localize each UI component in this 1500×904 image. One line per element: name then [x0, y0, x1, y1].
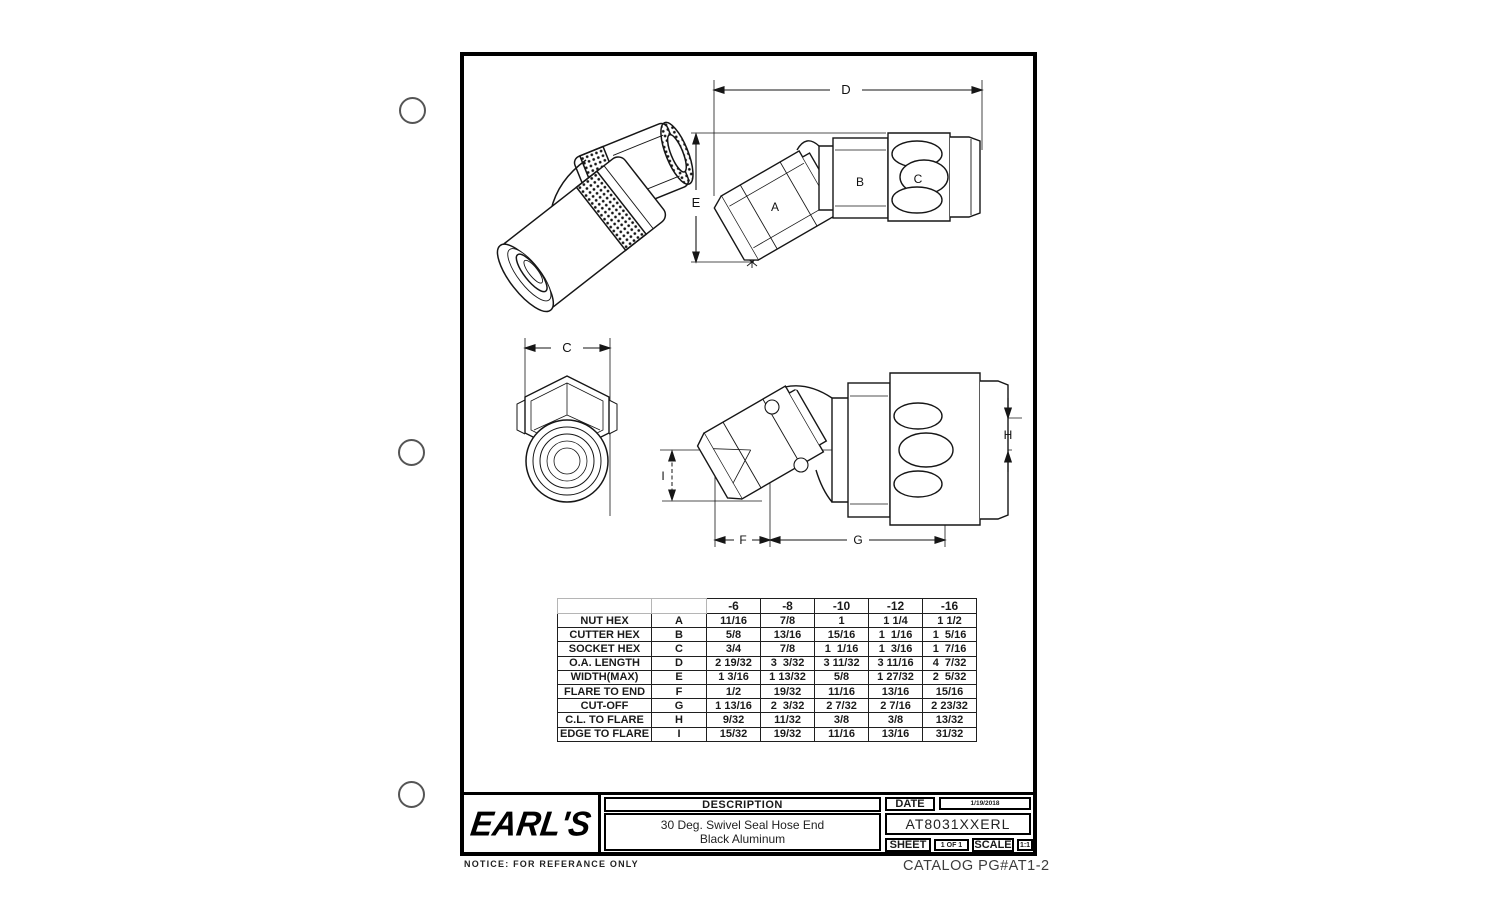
dim-value: 2 23/32	[923, 699, 977, 713]
part-number: AT8031XXERL	[885, 813, 1031, 835]
dim-value: 4 7/32	[923, 656, 977, 670]
dim-label-g: G	[853, 533, 863, 547]
dim-value: 1 13/16	[707, 699, 761, 713]
dim-value: 13/32	[923, 713, 977, 727]
dim-letter: E	[652, 670, 707, 684]
dim-letter: G	[652, 699, 707, 713]
isometric-view-drawing	[468, 78, 698, 326]
scale-value: 1:1	[1017, 839, 1033, 851]
table-row	[558, 713, 977, 727]
dim-value: 3 3/32	[761, 656, 815, 670]
dimension-table	[557, 598, 977, 742]
title-block	[464, 792, 1033, 852]
dim-value: 3/4	[707, 642, 761, 656]
end-view-drawing	[495, 330, 645, 520]
dim-value: 3/8	[815, 713, 869, 727]
dim-row-label: SOCKET HEX	[558, 642, 652, 656]
dim-value: 11/16	[815, 684, 869, 698]
dim-value: 1 27/32	[869, 670, 923, 684]
size-col-header: -16	[923, 599, 977, 614]
dim-label-c-end: C	[562, 340, 572, 355]
dim-value: 19/32	[761, 727, 815, 741]
dim-value: 13/16	[869, 727, 923, 741]
dim-value: 7/8	[761, 642, 815, 656]
dim-label-e: E	[691, 195, 701, 210]
date-label: DATE	[885, 797, 935, 811]
fitting-body	[711, 133, 980, 266]
description-body	[604, 813, 881, 851]
dim-value: 19/32	[761, 684, 815, 698]
dim-value: 13/16	[869, 684, 923, 698]
dim-label-d: D	[841, 82, 851, 97]
punch-hole-middle	[398, 439, 425, 466]
dim-value: 3 11/32	[815, 656, 869, 670]
dim-value: 5/8	[815, 670, 869, 684]
sheet-border-frame	[460, 52, 1037, 856]
dim-value: 1 1/4	[869, 614, 923, 628]
dim-row-label: FLARE TO END	[558, 684, 652, 698]
dim-row-label: EDGE TO FLARE	[558, 727, 652, 741]
company-logo-cell	[464, 795, 601, 852]
dim-value: 1	[815, 614, 869, 628]
socket-opening	[526, 420, 608, 502]
dim-value: 1 3/16	[707, 670, 761, 684]
punch-hole-bottom	[398, 781, 425, 808]
dim-value: 31/32	[923, 727, 977, 741]
dim-label-a: A	[770, 200, 780, 214]
dim-letter: C	[652, 642, 707, 656]
dim-value: 7/8	[761, 614, 815, 628]
dim-row-label: NUT HEX	[558, 614, 652, 628]
catalog-reference: CATALOG PG#AT1-2	[903, 858, 1050, 874]
dim-row-label: O.A. LENGTH	[558, 656, 652, 670]
punch-hole-top	[399, 97, 426, 124]
description-header: DESCRIPTION	[604, 797, 881, 812]
notice-text: NOTICE: FOR REFERANCE ONLY	[464, 859, 639, 869]
dim-letter: D	[652, 656, 707, 670]
dim-value: 13/16	[761, 628, 815, 642]
dim-value: 1 1/16	[815, 642, 869, 656]
dim-value: 1 1/2	[923, 614, 977, 628]
dim-label-c: C	[913, 172, 923, 186]
table-row	[558, 642, 977, 656]
table-row	[558, 727, 977, 741]
size-col-header: -6	[707, 599, 761, 614]
dim-row-label: WIDTH(MAX)	[558, 670, 652, 684]
dim-value: 1/2	[707, 684, 761, 698]
dim-value: 11/16	[815, 727, 869, 741]
dim-label-f: F	[739, 533, 747, 547]
table-corner-cell	[652, 599, 707, 614]
table-corner-cell	[558, 599, 652, 614]
dim-value: 15/16	[923, 684, 977, 698]
dim-letter: I	[652, 727, 707, 741]
dim-value: 2 7/16	[869, 699, 923, 713]
dim-label-i: I	[661, 469, 665, 483]
dim-value: 9/32	[707, 713, 761, 727]
table-row	[558, 684, 977, 698]
dim-value: 15/16	[815, 628, 869, 642]
dim-value: 2 7/32	[815, 699, 869, 713]
dim-value: 2 19/32	[707, 656, 761, 670]
dim-value: 1 3/16	[869, 642, 923, 656]
size-col-header: -12	[869, 599, 923, 614]
side-view-dimensioned-drawing	[688, 70, 998, 290]
dim-value: 11/16	[707, 614, 761, 628]
description-line-2: Black Aluminum	[699, 832, 786, 846]
dim-letter: A	[652, 614, 707, 628]
dim-value: 1 1/16	[869, 628, 923, 642]
dim-letter: B	[652, 628, 707, 642]
dim-letter: F	[652, 684, 707, 698]
dim-value: 1 5/16	[923, 628, 977, 642]
earls-logo: EARL'S	[468, 803, 594, 843]
dim-value: 1 13/32	[761, 670, 815, 684]
description-line-1: 30 Deg. Swivel Seal Hose End	[660, 818, 825, 832]
dim-row-label: C.L. TO FLARE	[558, 713, 652, 727]
size-col-header: -8	[761, 599, 815, 614]
scale-label: SCALE	[972, 838, 1014, 852]
dim-value: 1 7/16	[923, 642, 977, 656]
dim-value: 3 11/16	[869, 656, 923, 670]
dim-value: 2 5/32	[923, 670, 977, 684]
dim-value: 11/32	[761, 713, 815, 727]
dimension-i	[669, 451, 676, 500]
table-header-row	[558, 599, 977, 614]
dim-value: 5/8	[707, 628, 761, 642]
sheet-label: SHEET	[885, 838, 931, 852]
nut-cutaway-outline	[694, 382, 831, 505]
table-row	[558, 656, 977, 670]
table-row	[558, 614, 977, 628]
dim-value: 15/32	[707, 727, 761, 741]
fitting-body-section	[694, 373, 1008, 525]
sheet-value: 1 OF 1	[934, 839, 969, 851]
size-col-header: -10	[815, 599, 869, 614]
dim-row-label: CUT-OFF	[558, 699, 652, 713]
dim-value: 3/8	[869, 713, 923, 727]
date-value: 1/19/2018	[939, 797, 1031, 810]
dim-value: 2 3/32	[761, 699, 815, 713]
table-row	[558, 670, 977, 684]
table-row	[558, 699, 977, 713]
dim-row-label: CUTTER HEX	[558, 628, 652, 642]
dim-label-h: H	[1003, 428, 1013, 442]
table-row	[558, 628, 977, 642]
section-view-drawing	[650, 368, 1030, 568]
dim-label-b: B	[855, 175, 865, 189]
dim-letter: H	[652, 713, 707, 727]
